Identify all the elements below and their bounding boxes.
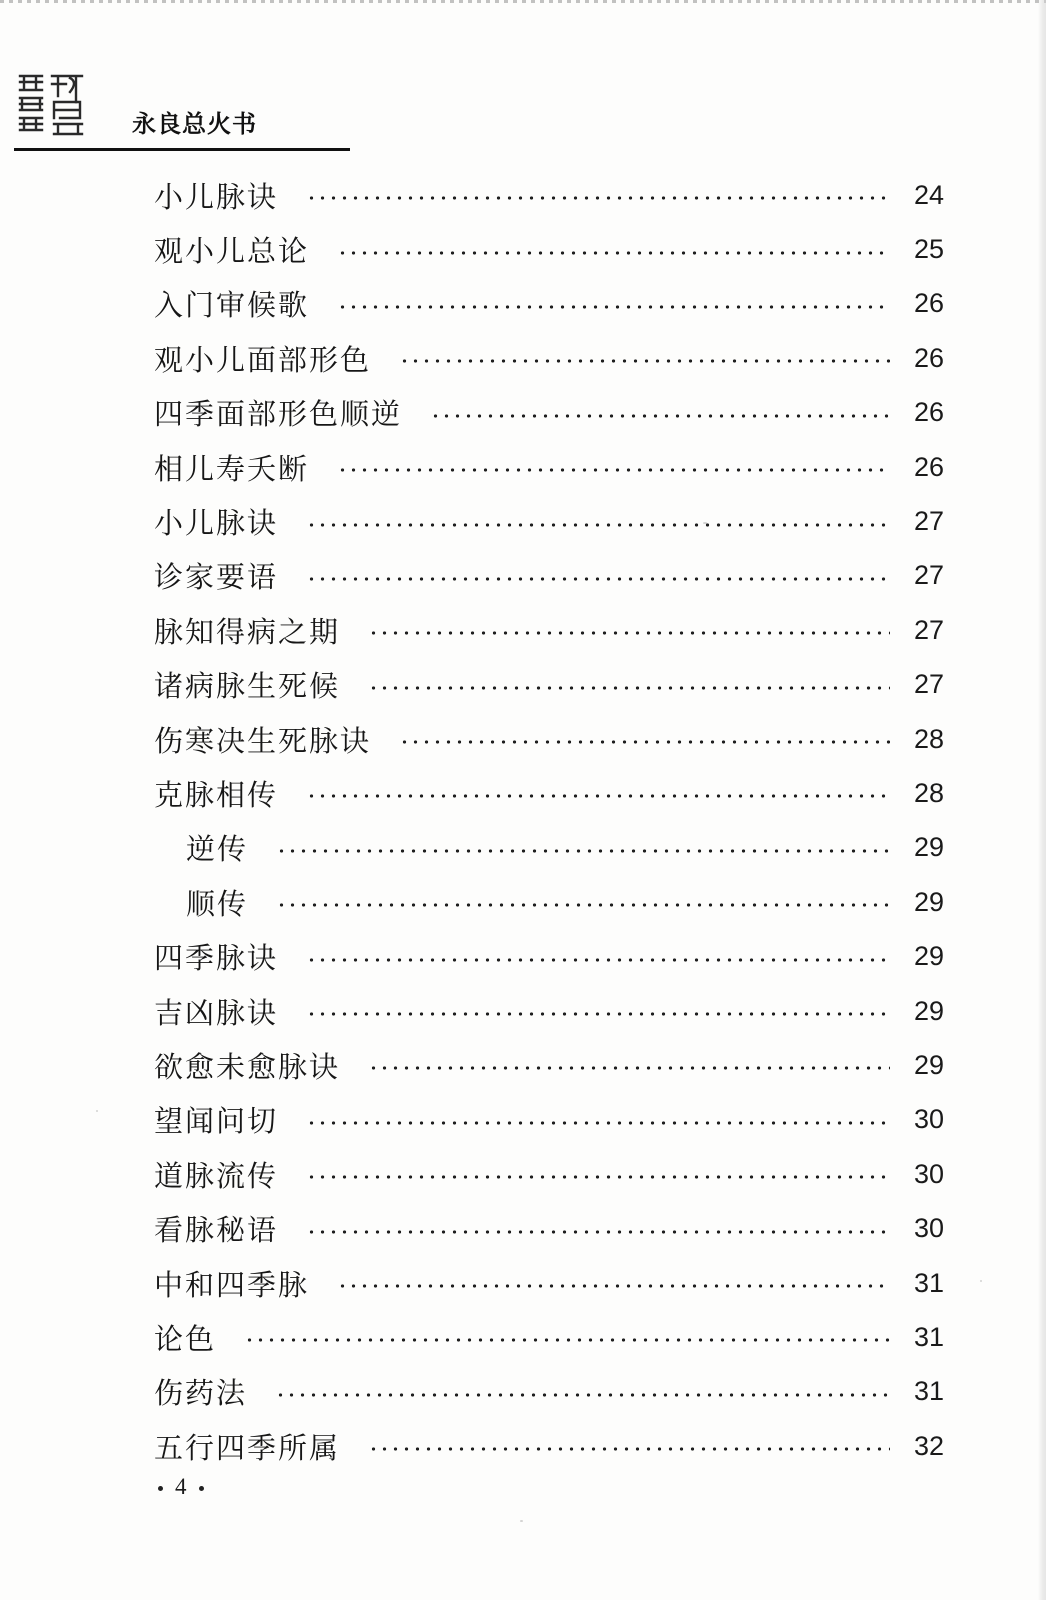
toc-entry-title: 五行四季所属	[154, 1430, 341, 1465]
dot-leader	[306, 576, 890, 582]
toc-entry-title: 伤寒决生死脉诀	[154, 723, 372, 758]
toc-entry-title: 诸病脉生死候	[154, 669, 341, 704]
toc-entry	[154, 168, 944, 222]
toc-entry	[154, 222, 944, 276]
toc-entry-title: 逆传	[186, 832, 249, 867]
toc-entry-title: 入门审候歌	[154, 288, 310, 323]
toc-entry	[154, 277, 944, 331]
toc-entry	[154, 1365, 944, 1419]
toc-entry	[154, 331, 944, 385]
dot-leader	[275, 1392, 890, 1398]
toc-entry	[154, 1419, 944, 1473]
toc-entry-page: 29	[913, 1049, 944, 1080]
scan-speck	[96, 1110, 98, 1112]
toc-entry-page: 29	[913, 941, 944, 972]
toc-entry-title: 中和四季脉	[154, 1267, 310, 1302]
toc-entry-title: 望闻问切	[154, 1104, 279, 1139]
toc-entry-page: 27	[913, 669, 944, 700]
dot-leader	[306, 1229, 890, 1235]
toc-entry-page: 27	[913, 614, 944, 645]
toc-entry-page: 24	[913, 179, 944, 210]
toc-entry	[154, 712, 944, 766]
dot-leader	[368, 1065, 890, 1071]
toc-entry-page: 30	[913, 1213, 944, 1244]
toc-entry-page: 29	[913, 832, 944, 863]
dot-leader	[276, 902, 890, 908]
toc-entry-page: 30	[913, 1158, 944, 1189]
toc-entry-page: 29	[913, 886, 944, 917]
toc-entry	[154, 984, 944, 1038]
toc-entry-page: 31	[913, 1267, 944, 1298]
scan-edge-right	[1038, 0, 1046, 1600]
dot-leader	[368, 630, 890, 636]
toc-entry-title: 论色	[154, 1321, 217, 1356]
toc-entry-page: 26	[913, 342, 944, 373]
toc-entry	[154, 1038, 944, 1092]
dot-leader	[337, 304, 890, 310]
toc-entry-page: 28	[913, 723, 944, 754]
toc-entry-page: 27	[913, 506, 944, 537]
folio-dot-right	[199, 1486, 204, 1491]
toc-entry	[154, 1201, 944, 1255]
scan-speck	[520, 1520, 523, 1522]
toc-entry	[154, 821, 944, 875]
toc-entry-title: 四季面部形色顺逆	[154, 397, 403, 432]
toc-entry-page: 31	[913, 1321, 944, 1352]
toc-entry-title: 吉凶脉诀	[154, 995, 279, 1030]
dot-leader	[306, 1011, 890, 1017]
toc-entry	[154, 549, 944, 603]
scan-edge-top	[0, 0, 1046, 3]
dot-leader	[337, 1283, 890, 1289]
toc-entry-page: 26	[913, 288, 944, 319]
dot-leader	[306, 195, 890, 201]
toc-entry-title: 相儿寿夭断	[154, 451, 310, 486]
dot-leader	[244, 1337, 890, 1343]
dot-leader	[276, 848, 890, 854]
dot-leader	[368, 1446, 890, 1452]
dot-leader	[399, 358, 890, 364]
toc-entry-title: 观小儿总论	[154, 234, 310, 269]
dot-leader	[306, 522, 890, 528]
dot-leader	[337, 250, 890, 256]
toc-entry	[154, 658, 944, 712]
toc-entry-page: 27	[913, 560, 944, 591]
folio-dot-left	[158, 1486, 163, 1491]
dot-leader	[399, 739, 890, 745]
page-number-text: 4	[175, 1474, 187, 1499]
toc-entry-page: 30	[913, 1104, 944, 1135]
dot-leader	[306, 1120, 890, 1126]
book-title: 永良总火书	[132, 110, 257, 138]
toc-entry-title: 脉知得病之期	[154, 614, 341, 649]
toc-entry	[154, 603, 944, 657]
dot-leader	[306, 1174, 890, 1180]
toc-entry	[154, 440, 944, 494]
scan-speck	[980, 1280, 982, 1282]
header-rule	[14, 148, 350, 151]
toc-entry-page: 28	[913, 777, 944, 808]
toc-entry-page: 26	[913, 451, 944, 482]
toc-entry	[154, 1256, 944, 1310]
toc-entry-title: 克脉相传	[154, 777, 279, 812]
toc-entry	[154, 494, 944, 548]
seal-stamp-icon	[14, 68, 90, 138]
toc-entry	[154, 929, 944, 983]
toc-entry-title: 欲愈未愈脉诀	[154, 1049, 341, 1084]
toc-entry-title: 小儿脉诀	[154, 179, 279, 214]
toc-entry-title: 顺传	[186, 886, 249, 921]
scan-speck	[703, 522, 707, 524]
toc-entry-title: 道脉流传	[154, 1158, 279, 1193]
dot-leader	[368, 685, 890, 691]
toc-entry	[154, 1093, 944, 1147]
toc-entry-page: 32	[913, 1430, 944, 1461]
page-number	[146, 1474, 216, 1500]
toc-entry-title: 观小儿面部形色	[154, 342, 372, 377]
toc-entry	[154, 386, 944, 440]
dot-leader	[306, 793, 890, 799]
toc-entry	[154, 1310, 944, 1364]
toc-entry	[154, 875, 944, 929]
toc-entry	[154, 1147, 944, 1201]
dot-leader	[306, 957, 890, 963]
toc-entry-title: 看脉秘语	[154, 1213, 279, 1248]
toc-entry-title: 小儿脉诀	[154, 506, 279, 541]
dot-leader	[430, 413, 890, 419]
dot-leader	[337, 467, 890, 473]
toc-entry-title: 诊家要语	[154, 560, 279, 595]
toc-entry-page: 25	[913, 234, 944, 265]
table-of-contents	[154, 168, 944, 1473]
toc-entry-page: 29	[913, 995, 944, 1026]
toc-entry-title: 四季脉诀	[154, 941, 279, 976]
toc-entry-page: 26	[913, 397, 944, 428]
toc-entry-page: 31	[913, 1376, 944, 1407]
toc-entry-title: 伤药法	[154, 1376, 248, 1411]
running-header	[14, 68, 350, 154]
toc-entry	[154, 766, 944, 820]
